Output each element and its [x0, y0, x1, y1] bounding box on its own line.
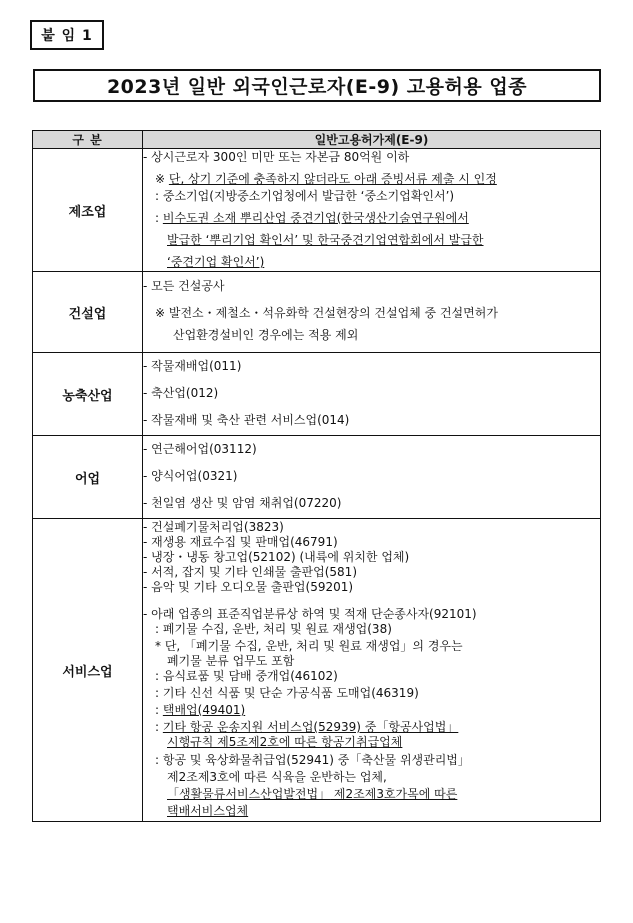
text-line: 산업환경설비인 경우에는 적용 제외 [173, 328, 359, 342]
category-construction: 건설업 [33, 272, 143, 353]
row-service [33, 519, 601, 822]
content-manufacturing [143, 149, 601, 272]
list-item: - 건설폐기물처리업(3823) [143, 520, 284, 534]
note-line: * 단, 「폐기물 수집, 운반, 처리 및 원료 재생업」의 경우는 [155, 639, 463, 653]
sub-item: : 폐기물 수집, 운반, 처리 및 원료 재생업(38) [155, 622, 392, 636]
header-category: 구 분 [33, 131, 143, 149]
list-item: - 양식어업(0321) [143, 469, 238, 483]
list-item: - 작물재배 및 축산 관련 서비스업(014) [143, 413, 350, 427]
text-line: 발급한 ‘뿌리기업 확인서’ 및 한국중견기업연합회에서 발급한 [167, 233, 484, 247]
content-fishery [143, 436, 601, 519]
category-manufacturing: 제조업 [33, 149, 143, 272]
sub-item-cont: 시행규칙 제5조제2호에 따른 항공기취급업체 [167, 735, 403, 749]
row-manufacturing [33, 149, 601, 272]
text-line: : 비수도권 소재 뿌리산업 중견기업(한국생산기술연구원에서 [155, 211, 469, 225]
sub-item-cont: 「생활물류서비스산업발전법」 제2조제3호가목에 따른 [167, 787, 458, 801]
sub-item: : 항공 및 육상화물취급업(52941) 중「축산물 위생관리법」 [155, 753, 470, 767]
sub-item: : 기타 신선 식품 및 단순 가공식품 도매업(46319) [155, 686, 419, 700]
list-item: - 연근해어업(03112) [143, 442, 257, 456]
list-item: - 작물재배업(011) [143, 359, 242, 373]
sub-item: : 기타 항공 운송지원 서비스업(52939) 중「항공사업법」 [155, 720, 459, 734]
row-fishery [33, 436, 601, 519]
list-item: - 냉장・냉동 창고업(52102) (내륙에 위치한 업체) [143, 550, 410, 564]
list-item: - 재생용 재료수집 및 판매업(46791) [143, 535, 338, 549]
list-item: - 음악 및 기타 오디오물 출판업(59201) [143, 580, 354, 594]
text-line: - 모든 건설공사 [143, 279, 225, 293]
sub-item: : 음식료품 및 담배 중개업(46102) [155, 669, 338, 683]
row-construction [33, 272, 601, 353]
list-item: - 서적, 잡지 및 기타 인쇄물 출판업(581) [143, 565, 357, 579]
category-fishery: 어업 [33, 436, 143, 519]
industry-table [32, 130, 601, 822]
content-construction [143, 272, 601, 353]
list-item: - 천일염 생산 및 암염 채취업(07220) [143, 496, 342, 510]
attachment-badge: 붙 임 1 [30, 20, 104, 50]
category-service: 서비스업 [33, 519, 143, 822]
sub-item-cont: 택배서비스업체 [167, 804, 249, 818]
page-title: 2023년 일반 외국인근로자(E-9) 고용허용 업종 [33, 69, 601, 102]
category-agriculture: 농축산업 [33, 353, 143, 436]
sub-item: : 택배업(49401) [155, 703, 246, 717]
note-line: ※ 단, 상기 기준에 충족하지 않더라도 아래 증빙서류 제출 시 인정 [155, 172, 497, 186]
text-line: - 상시근로자 300인 미만 또는 자본금 80억원 이하 [143, 150, 410, 164]
header-permit-system: 일반고용허가제(E-9) [143, 131, 601, 149]
sub-item-cont: 제2조제3호에 따른 식육을 운반하는 업체, [167, 770, 387, 784]
list-item: - 아래 업종의 표준직업분류상 하역 및 적재 단순종사자(92101) [143, 607, 477, 621]
content-service [143, 519, 601, 822]
list-item: - 축산업(012) [143, 386, 219, 400]
text-line: ‘중견기업 확인서’) [167, 255, 265, 269]
note-line: ※ 발전소・제철소・석유화학 건설현장의 건설업체 중 건설면허가 [155, 306, 498, 320]
content-agriculture [143, 353, 601, 436]
text-line: : 중소기업(지방중소기업청에서 발급한 ‘중소기업확인서’) [155, 189, 455, 203]
note-line: 폐기물 분류 업무도 포함 [167, 654, 295, 668]
table-header-row [33, 131, 601, 149]
row-agriculture [33, 353, 601, 436]
